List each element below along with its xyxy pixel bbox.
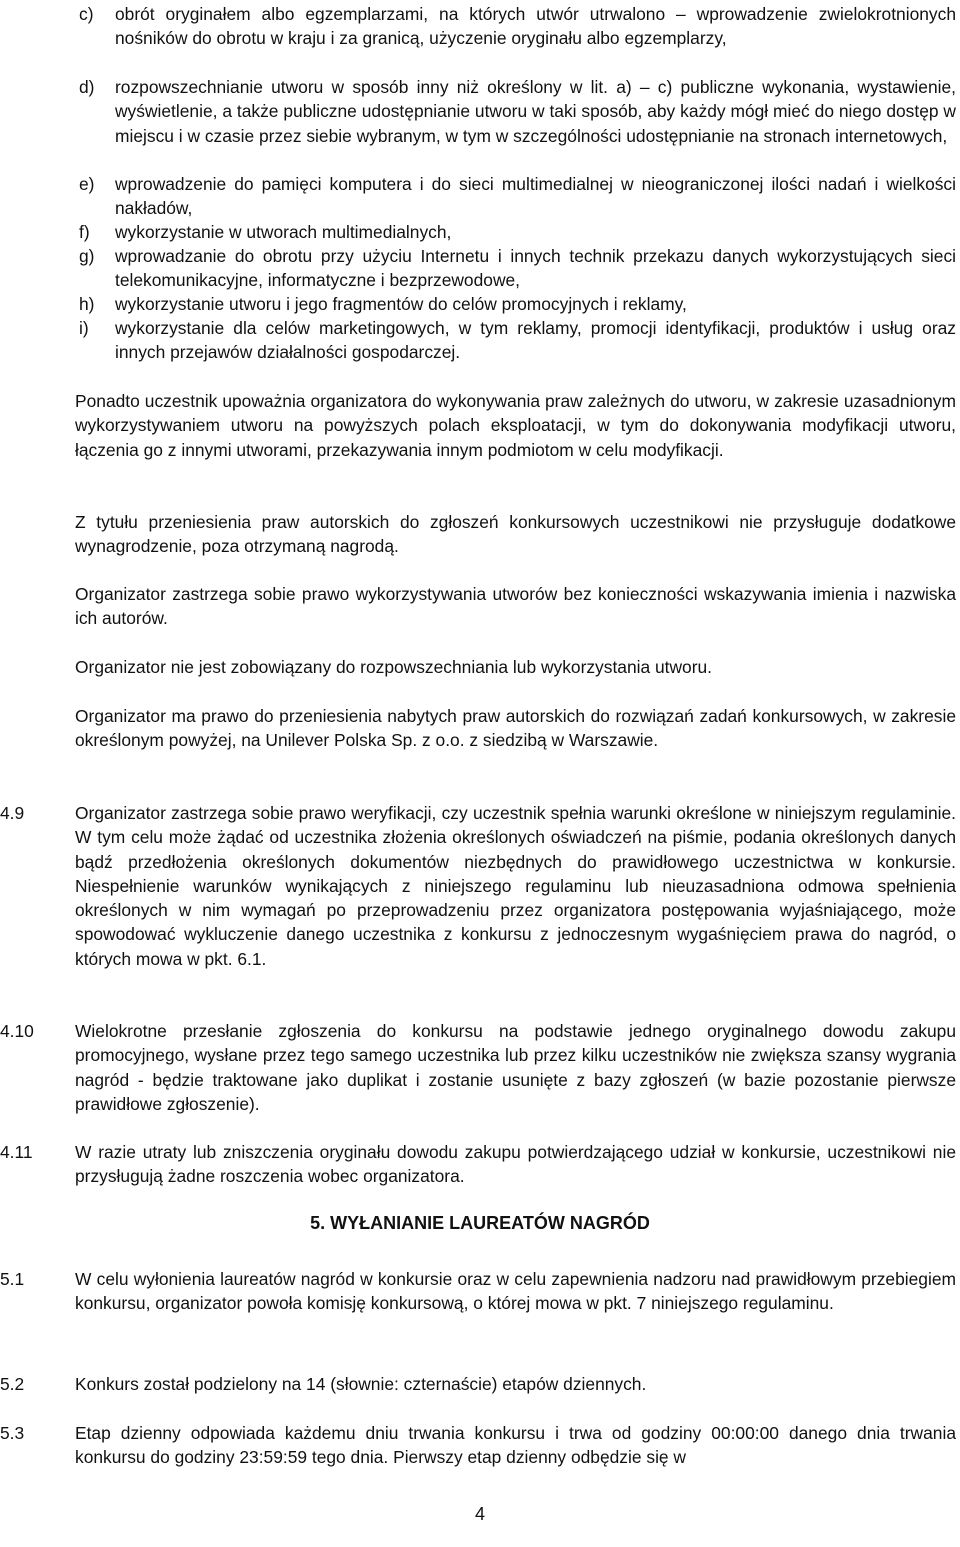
- clause-5-3: [0, 1421, 956, 1470]
- list-item-text: wykorzystanie utworu i jego fragmentów do celów promocyjnych i reklamy,: [115, 294, 687, 314]
- list-marker: e): [79, 174, 95, 194]
- list-marker: g): [79, 246, 95, 266]
- list-item-text: rozpowszechnianie utworu w sposób inny niż określony w lit. a) – c) publiczne wykonania, wystawienie, wyświetlenie, a także publiczne udostępnianie utworu w taki sposób, aby każdy mógł mieć do niego dostęp w miejscu i w czasie przez siebie wybranym, w tym w szczególności udostępnianie na stronach internetowych,: [115, 77, 956, 146]
- list-marker: d): [79, 77, 95, 97]
- list-item-f: [0, 220, 956, 244]
- clause-text: Etap dzienny odpowiada każdemu dniu trwania konkursu i trwa od godziny 00:00:00 danego dnia trwania konkursu do godziny 23:59:59 tego dnia. Pierwszy etap dzienny odbędzie się w: [75, 1423, 956, 1468]
- clause-5-1: [0, 1267, 956, 1316]
- clause-number: 5.3: [0, 1423, 25, 1443]
- list-item-text: obrót oryginałem albo egzemplarzami, na których utwór utrwalono – wprowadzenie zwielokrotnionych nośników do obrotu w kraju i za granicą, użyczenie oryginału albo egzemplarzy,: [115, 4, 956, 49]
- paragraph-transfer-rights: Organizator ma prawo do przeniesienia nabytych praw autorskich do rozwiązań zadań konkursowych, w zakresie określonym powyżej, na Unilever Polska Sp. z o.o. z siedzibą w Warszawie.: [75, 706, 956, 751]
- list-item-c: [0, 2, 956, 51]
- paragraph-author-names: Organizator zastrzega sobie prawo wykorzystywania utworów bez konieczności wskazywania imienia i nazwiska ich autorów.: [75, 584, 956, 629]
- clause-4-11: [0, 1140, 956, 1189]
- list-item-text: wprowadzanie do obrotu przy użyciu Internetu i innych technik przekazu danych wykorzystujących sieci telekomunikacyjne, informatyczne i bezprzewodowe,: [115, 246, 956, 291]
- clause-number: 5.2: [0, 1374, 25, 1394]
- clause-4-10: [0, 1019, 956, 1116]
- list-item-g: [0, 244, 956, 293]
- list-item-e: [0, 172, 956, 221]
- clause-text: W razie utraty lub zniszczenia oryginału dowodu zakupu potwierdzającego udział w konkursie, uczestnikowi nie przysługują żadne roszczenia wobec organizatora.: [75, 1142, 956, 1187]
- clause-text: Konkurs został podzielony na 14 (słownie: czternaście) etapów dziennych.: [75, 1374, 647, 1394]
- list-item-text: wykorzystanie dla celów marketingowych, w tym reklamy, promocji identyfikacji, produktów i usług oraz innych przejawów działalności gospodarczej.: [115, 318, 956, 363]
- list-item-text: wykorzystanie w utworach multimedialnych,: [115, 222, 452, 242]
- clause-number: 4.11: [0, 1142, 33, 1162]
- list-marker: i): [79, 318, 89, 338]
- clause-text: W celu wyłonienia laureatów nagród w konkursie oraz w celu zapewnienia nadzoru nad prawidłowym przebiegiem konkursu, organizator powoła komisję konkursową, o której mowa w pkt. 7 niniejszego regulaminu.: [75, 1269, 956, 1314]
- list-item-d: [0, 75, 956, 148]
- clause-5-2: [0, 1372, 956, 1396]
- clause-number: 5.1: [0, 1269, 25, 1289]
- list-marker: h): [79, 294, 95, 314]
- section-heading: 5. WYŁANIANIE LAUREATÓW NAGRÓD: [310, 1213, 650, 1233]
- list-item-h: [0, 292, 956, 316]
- clause-4-9: [0, 801, 956, 971]
- page-number: 4: [474, 1504, 485, 1524]
- list-item-text: wprowadzenie do pamięci komputera i do sieci multimedialnej w nieograniczonej ilości nadań i wielkości nakładów,: [115, 174, 956, 219]
- clause-number: 4.10: [0, 1021, 34, 1041]
- clause-text: Wielokrotne przesłanie zgłoszenia do konkursu na podstawie jednego oryginalnego dowodu zakupu promocyjnego, wysłane przez tego samego uczestnika lub przez kilku uczestników nie zwiększa szansy wygrania nagród - będzie traktowane jako duplikat i zostanie usunięte z bazy zgłoszeń (w bazie pozostanie pierwsze prawidłowe zgłoszenie).: [75, 1021, 956, 1114]
- clause-number: 4.9: [0, 803, 25, 823]
- paragraph-derivative-rights: Ponadto uczestnik upoważnia organizatora do wykonywania praw zależnych do utworu, w zakresie uzasadnionym wykorzystywaniem utworu na powyższych polach eksploatacji, w tym do dokonywania modyfikacji utworu, łączenia go z innymi utworami, przekazywania innym podmiotom w celu modyfikacji.: [75, 391, 956, 460]
- paragraph-no-remuneration: Z tytułu przeniesienia praw autorskich do zgłoszeń konkursowych uczestnikowi nie przysługuje dodatkowe wynagrodzenie, poza otrzymaną nagrodą.: [75, 512, 956, 557]
- list-marker: c): [79, 4, 94, 24]
- paragraph-no-obligation: Organizator nie jest zobowiązany do rozpowszechniania lub wykorzystania utworu.: [75, 657, 713, 677]
- list-marker: f): [79, 222, 90, 242]
- list-item-i: [0, 316, 956, 365]
- clause-text: Organizator zastrzega sobie prawo weryfikacji, czy uczestnik spełnia warunki określone w niniejszym regulaminie. W tym celu może żądać od uczestnika złożenia określonych oświadczeń na piśmie, podania określonych danych bądź przedłożenia określonych dokumentów niezbędnych do prawidłowego uczestnictwa w konkursie. Niespełnienie warunków wynikających z niniejszego regulaminu lub nieuzasadniona odmowa spełnienia określonych w nim wymagań po przeprowadzeniu przez organizatora postępowania wyjaśniającego, może spowodować wykluczenie danego uczestnika z konkursu z jednoczesnym wygaśnięciem prawa do nagród, o których mowa w pkt. 6.1.: [75, 803, 956, 969]
